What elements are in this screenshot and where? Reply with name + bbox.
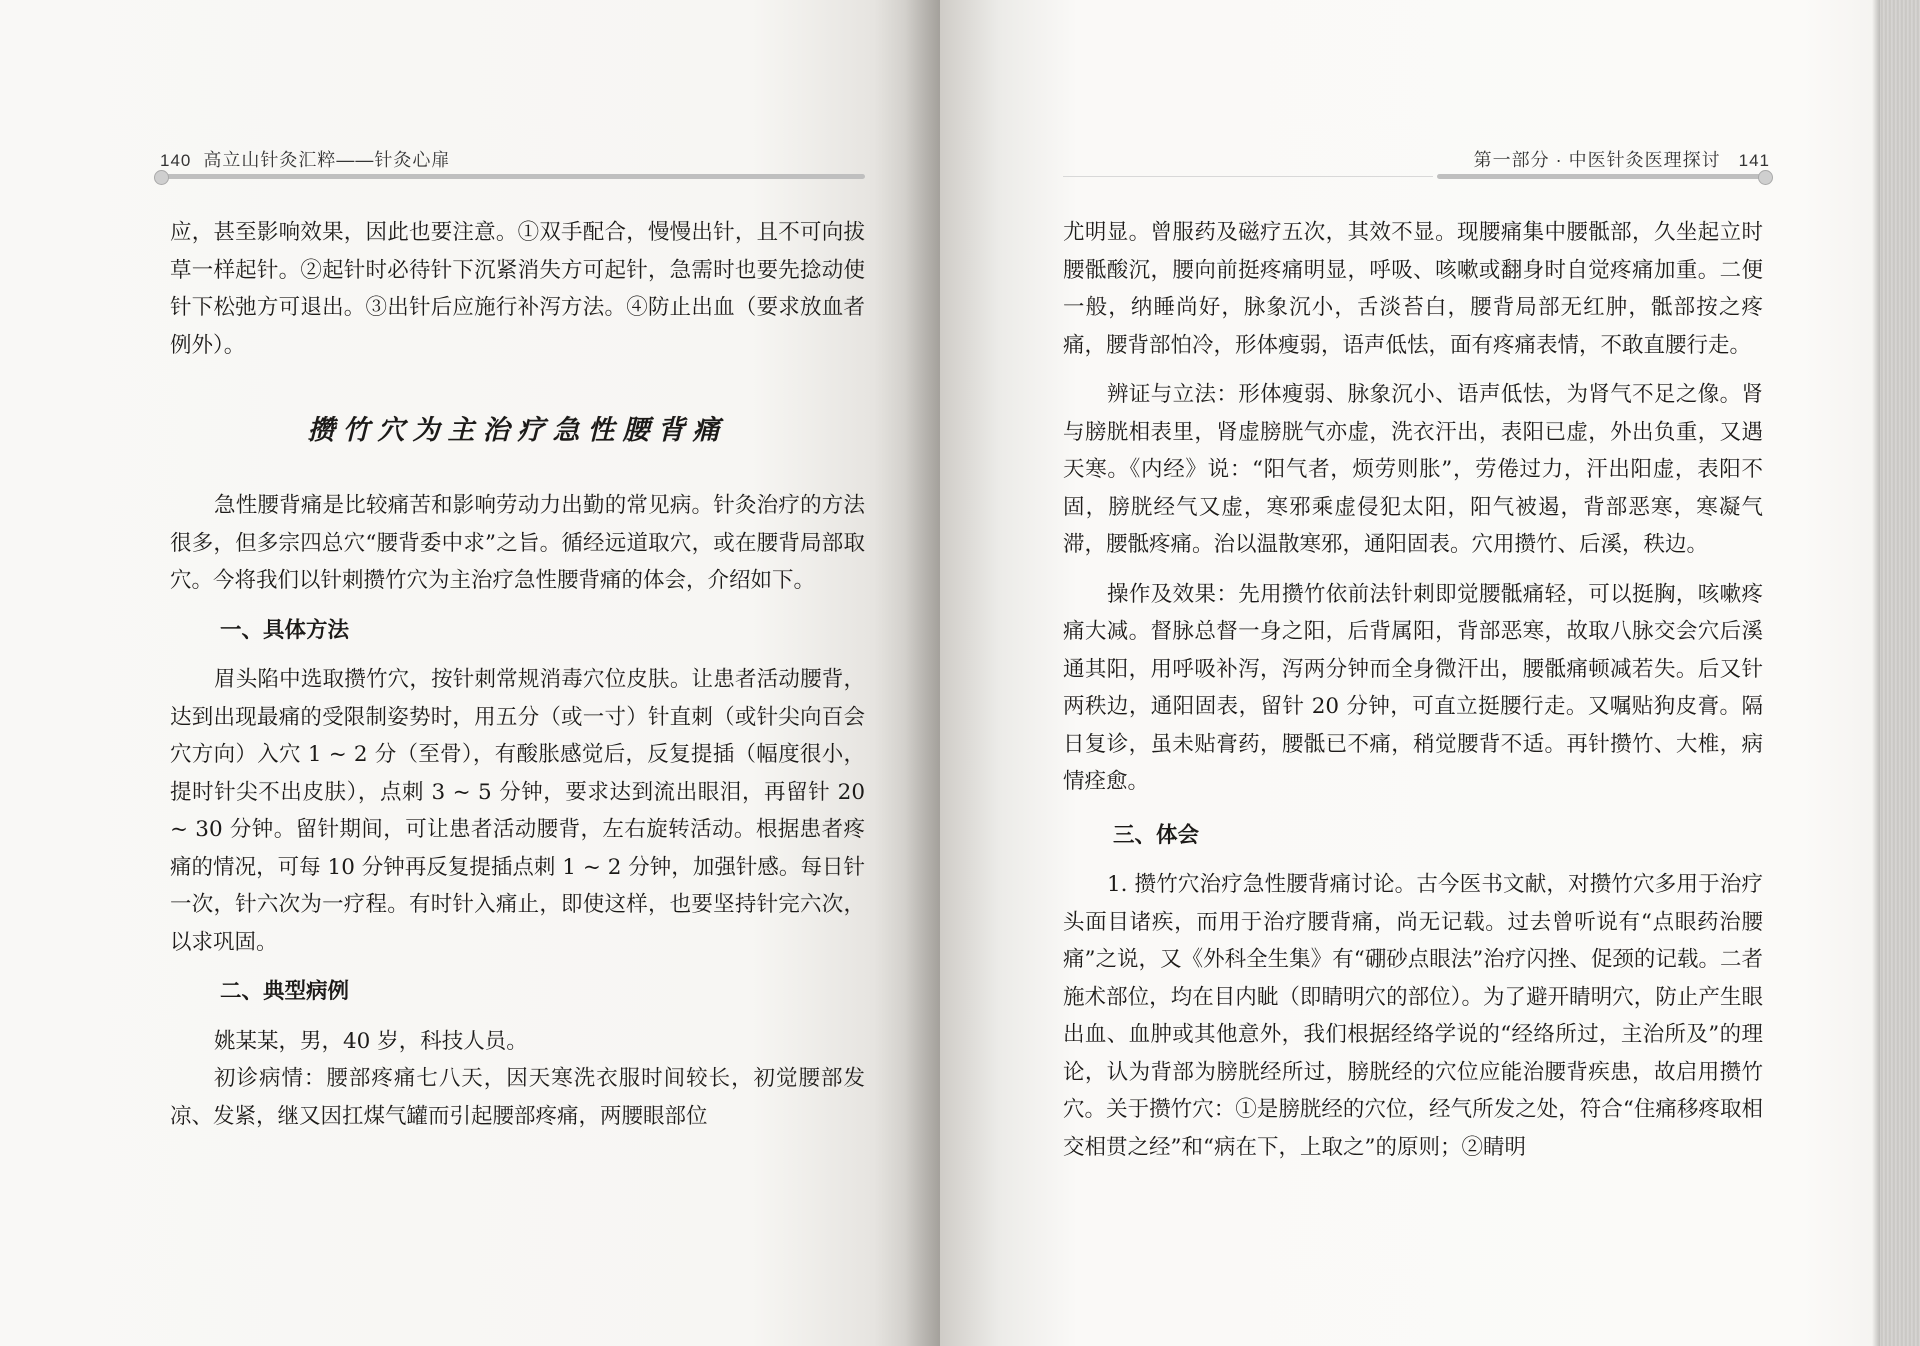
left-header-rule: [160, 174, 865, 179]
diagnosis-paragraph: 辨证与立法：形体瘦弱、脉象沉小、语声低怯，为肾气不足之像。肾与膀胱相表里，肾虚膀胱气亦虚，洗衣汗出，表阳已虚，外出负重，又遇天寒。《内经》说：“阳气者，烦劳则胀”，劳倦过力，汗出阳虚，表阳不固，膀胱经气又虚，寒邪乘虚侵犯太阳，阳气被遏，背部恶寒，寒凝气滞，腰骶疼痛。治以温散寒邪，通阳固表。穴用攒竹、后溪，秩边。: [1063, 382, 1763, 557]
book-page-edges: [1880, 0, 1920, 1346]
discussion-paragraph: 1. 攒竹穴治疗急性腰背痛讨论。古今医书文献，对攒竹穴多用于治疗头面目诸疾，而用于治疗腰背痛，尚无记载。过去曾听说有“点眼药治腰痛”之说，又《外科全生集》有“硼砂点眼法”治疗闪挫、促颈的记载。二者施术部位，均在目内眦（即睛明穴的部位）。为了避开睛明穴，防止产生眼出血、血肿或其他意外，我们根据经络学说的“经络所过，主治所及”的理论，认为背部为膀胱经所过，膀胱经的穴位应能治腰背疾患，故启用攒竹穴。关于攒竹穴：①是膀胱经的穴位，经气所发之处，符合“住痛移疼取相交相贯之经”和“病在下，上取之”的原则；②睛明: [1063, 872, 1763, 1160]
right-running-head-title: 第一部分 · 中医针灸医理探讨: [1473, 150, 1721, 170]
methods-paragraph: 眉头陷中选取攒竹穴，按针刺常规消毒穴位皮肤。让患者活动腰背，达到出现最痛的受限制姿势时，用五分（或一寸）针直刺（或针尖向百会穴方向）入穴 1 ~ 2 分（至骨），有酸胀感觉后，反复提插（幅度很小，提时针尖不出皮肤），点刺 3 ~ 5 分钟，要求达到流出眼泪，再留针 20 ~ 30 分钟。留针期间，可让患者活动腰背，左右旋转活动。根据患者疼痛的情况，可每 10 分钟再反复提插点刺 1 ~ 2 分钟，加强针感。每日针一次，针六次为一疗程。有时针入痛止，即使这样，也要坚持针完六次，以求巩固。: [170, 667, 865, 955]
article-title: 攒竹穴为主治疗急性腰背痛: [307, 415, 728, 446]
left-page: [0, 0, 940, 1346]
left-running-head-title: 高立山针灸汇粹——针灸心扉: [203, 150, 451, 170]
operation-paragraph: 操作及效果：先用攒竹依前法针刺即觉腰骶痛轻，可以挺胸，咳嗽疼痛大减。督脉总督一身之阳，后背属阳，背部恶寒，故取八脉交会穴后溪通其阳，用呼吸补泻，泻两分钟而全身微汗出，腰骶痛顿减若失。后又针两秩边，通阳固表，留针 20 分钟，可直立挺腰行走。又嘱贴狗皮膏。隔日复诊，虽未贴膏药，腰骶已不痛，稍觉腰背不适。再针攒竹、大椎，病情痊愈。: [1063, 581, 1763, 794]
right-continuation-paragraph: 尤明显。曾服药及磁疗五次，其效不显。现腰痛集中腰骶部，久坐起立时腰骶酸沉，腰向前挺疼痛明显，呼吸、咳嗽或翻身时自觉疼痛加重。二便一般，纳睡尚好，脉象沉小，舌淡苔白，腰背局部无红肿，骶部按之疼痛，腰背部怕冷，形体瘦弱，语声低怯，面有疼痛表情，不敢直腰行走。: [1063, 220, 1763, 358]
left-text-column: [170, 214, 865, 1135]
right-page-number: 141: [1738, 151, 1770, 170]
case-initial-paragraph: 初诊病情：腰部疼痛七八天，因天寒洗衣服时间较长，初觉腰部发凉、发紧，继又因扛煤气罐而引起腰部疼痛，两腰眼部位: [170, 1066, 865, 1129]
case-patient-line: 姚某某，男，40 岁，科技人员。: [214, 1028, 528, 1054]
right-header-rule: [1437, 174, 1767, 179]
section-heading-methods: 一、具体方法: [220, 617, 350, 643]
left-page-number: 140: [160, 151, 192, 170]
section-heading-experience: 三、体会: [1113, 822, 1200, 848]
left-continuation-paragraph: 应，甚至影响效果，因此也要注意。①双手配合，慢慢出针，且不可向拔草一样起针。②起针时必待针下沉紧消失方可起针，急需时也要先捻动使针下松弛方可退出。③出针后应施行补泻方法。④防止出血（要求放血者例外）。: [170, 220, 865, 358]
right-header-faint-rule: [1063, 176, 1433, 177]
right-running-head: [1474, 146, 1770, 172]
intro-paragraph: 急性腰背痛是比较痛苦和影响劳动力出勤的常见病。针灸治疗的方法很多，但多宗四总穴“腰背委中求”之旨。循经远道取穴，或在腰背局部取穴。今将我们以针刺攒竹穴为主治疗急性腰背痛的体会，介绍如下。: [170, 493, 865, 593]
section-heading-case: 二、典型病例: [220, 979, 350, 1004]
page-edge-shadow: [1872, 0, 1880, 1346]
left-running-head: [160, 146, 450, 172]
right-text-column: [1063, 214, 1763, 1166]
